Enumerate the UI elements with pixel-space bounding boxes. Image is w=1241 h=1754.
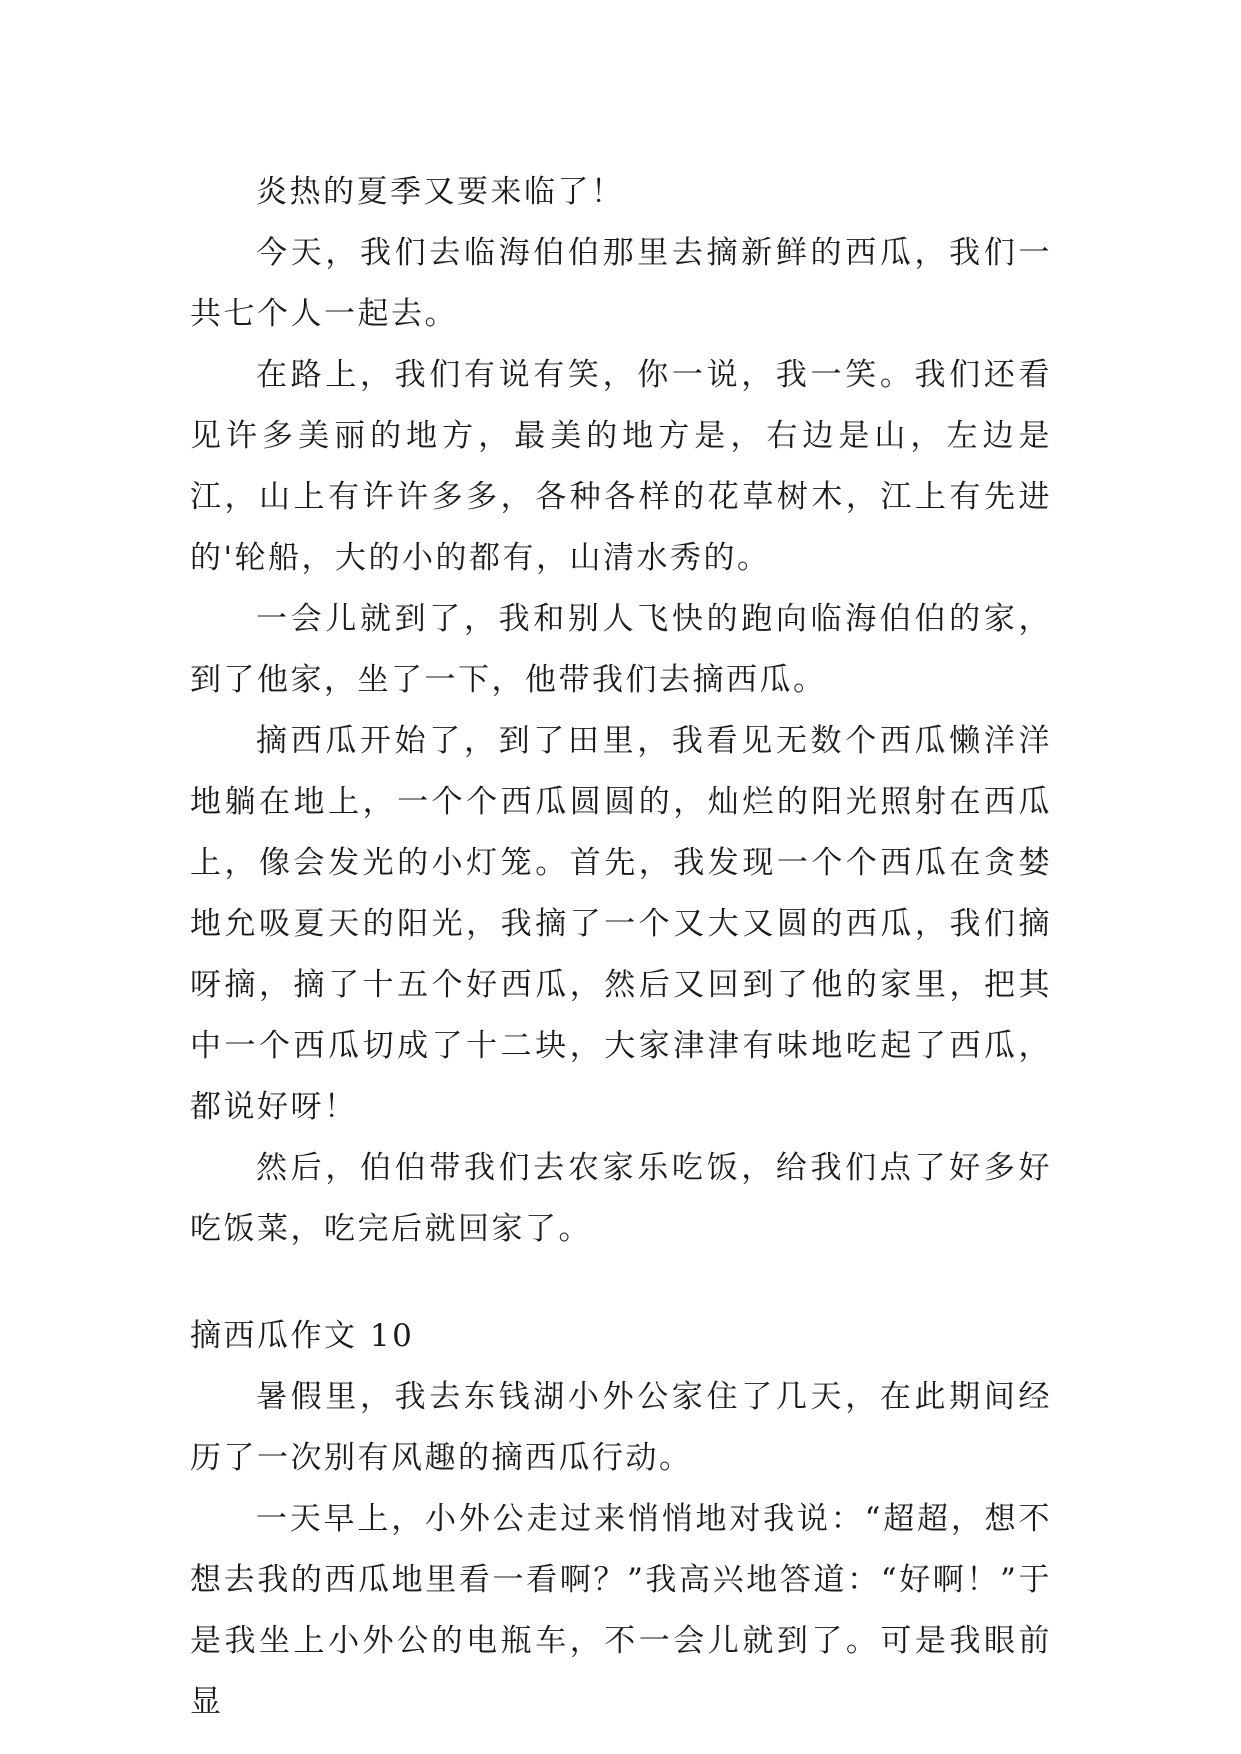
essay-title: 摘西瓜作文 10 xyxy=(190,1318,415,1354)
paragraph-2: 今天，我们去临海伯伯那里去摘新鲜的西瓜，我们一共七个人一起去。 xyxy=(190,235,1052,332)
paragraph-8: 一天早上，小外公走过来悄悄地对我说：“超超，想不想去我的西瓜地里看一看啊？”我高兴地答道：“好啊！”于是我坐上小外公的电瓶车，不一会儿就到了。可是我眼前显 xyxy=(190,1501,1052,1720)
document-page xyxy=(190,162,1052,1733)
paragraph-4: 一会儿就到了，我和别人飞快的跑向临海伯伯的家，到了他家，坐了一下，他带我们去摘西瓜。 xyxy=(190,601,1052,698)
paragraph-5: 摘西瓜开始了，到了田里，我看见无数个西瓜懒洋洋地躺在地上，一个个西瓜圆圆的，灿烂的阳光照射在西瓜上，像会发光的小灯笼。首先，我发现一个个西瓜在贪婪地允吸夏天的阳光，我摘了一个又大又圆的西瓜，我们摘呀摘，摘了十五个好西瓜，然后又回到了他的家里，把其中一个西瓜切成了十二块，大家津津有味地吃起了西瓜，都说好呀！ xyxy=(190,723,1052,1125)
paragraph-6: 然后，伯伯带我们去农家乐吃饭，给我们点了好多好吃饭菜，吃完后就回家了。 xyxy=(190,1150,1052,1247)
paragraph-3: 在路上，我们有说有笑，你一说，我一笑。我们还看见许多美丽的地方，最美的地方是，右边是山，左边是江，山上有许许多多，各种各样的花草树木，江上有先进的'轮船，大的小的都有，山清水秀的。 xyxy=(190,357,1052,576)
paragraph-1: 炎热的夏季又要来临了！ xyxy=(256,174,625,210)
paragraph-7: 暑假里，我去东钱湖小外公家住了几天，在此期间经历了一次别有风趣的摘西瓜行动。 xyxy=(190,1379,1052,1476)
